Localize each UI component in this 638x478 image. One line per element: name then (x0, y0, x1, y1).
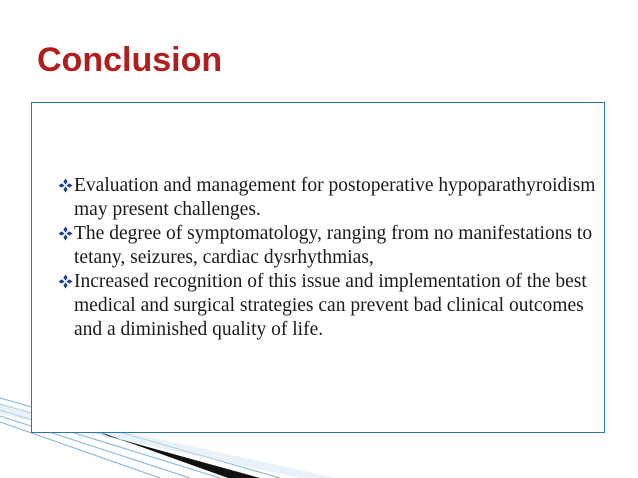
bullet-item (60, 222, 600, 270)
bullet-text: The degree of symptomatology, ranging from no manifestations to tetany, seizures, cardiac dysrhythmias, (74, 223, 593, 268)
bullet-text: Increased recognition of this issue and implementation of the best medical and surgical strategies can prevent bad clinical outcomes and a diminished quality of life. (74, 271, 587, 340)
bullet-item (60, 270, 600, 342)
four-diamond-star-icon (58, 178, 73, 193)
slide-title: Conclusion (37, 41, 223, 79)
bullet-item (60, 174, 600, 222)
content-box (31, 102, 605, 433)
four-diamond-star-icon (58, 226, 73, 241)
bullet-list (60, 174, 600, 342)
four-diamond-star-icon (58, 274, 73, 289)
bullet-text: Evaluation and management for postoperative hypoparathyroidism may present challenges. (74, 175, 596, 220)
